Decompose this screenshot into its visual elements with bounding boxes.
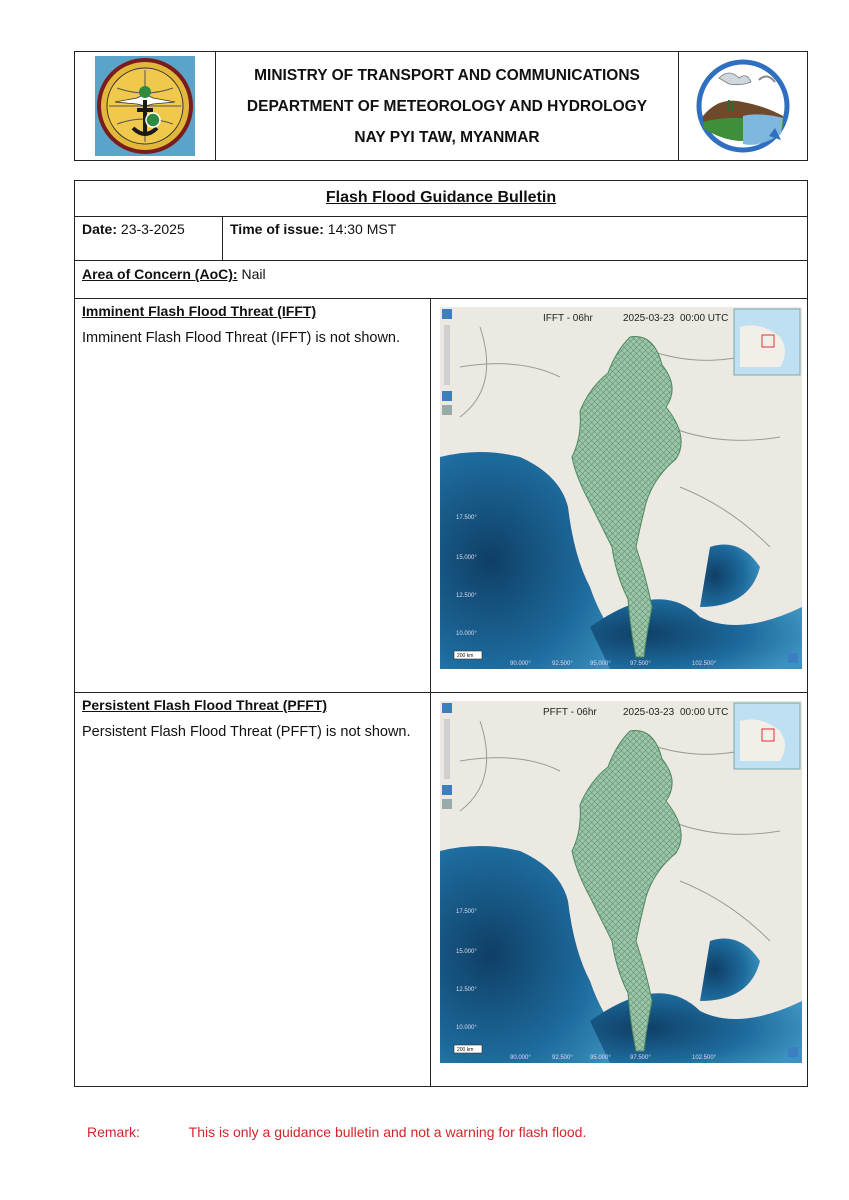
remark-text: This is only a guidance bulletin and not a warning for flash flood. <box>188 1124 587 1140</box>
bulletin-title: Flash Flood Guidance Bulletin <box>325 189 557 206</box>
letterhead <box>74 51 808 161</box>
lon-label: 95.000° <box>590 1055 611 1061</box>
date-cell <box>75 217 223 260</box>
date-value: 23-3-2025 <box>120 221 185 237</box>
lat-label: 12.500° <box>456 987 477 993</box>
ministry-emblem-icon <box>93 54 197 158</box>
lon-label: 97.500° <box>630 1055 651 1061</box>
zoom-in-icon[interactable] <box>442 703 452 713</box>
pfft-section <box>75 693 807 1087</box>
scale-bar-label: 200 km <box>457 653 474 659</box>
lat-label: 15.000° <box>456 555 477 561</box>
aoc-value: Nail <box>241 266 266 282</box>
map-date-label: 2025-03-23 <box>623 313 675 324</box>
map-date-label: 2025-03-23 <box>623 707 675 718</box>
lat-label: 15.000° <box>456 949 477 955</box>
time-label: Time of issue: <box>230 221 324 237</box>
lon-label: 97.500° <box>630 661 651 667</box>
lat-label: 10.000° <box>456 631 477 637</box>
map-product-label: PFFT - 06hr <box>543 707 597 718</box>
scale-bar-label: 200 km <box>457 1047 474 1053</box>
layer-icon[interactable] <box>442 405 452 415</box>
pfft-description: Persistent Flash Flood Threat (PFFT) is not shown. <box>82 724 411 740</box>
ifft-text-cell <box>75 299 431 692</box>
ministry-name: MINISTRY OF TRANSPORT AND COMMUNICATIONS <box>254 66 640 84</box>
lon-label: 95.000° <box>590 661 611 667</box>
map-time-label: 00:00 UTC <box>680 313 729 324</box>
zoom-out-icon[interactable] <box>442 391 452 401</box>
department-logo <box>678 52 807 160</box>
location: NAY PYI TAW, MYANMAR <box>354 128 540 146</box>
lon-label: 90.000° <box>510 1055 531 1061</box>
ifft-description: Imminent Flash Flood Threat (IFFT) is not shown. <box>82 330 401 346</box>
lat-label: 17.500° <box>456 515 477 521</box>
zoom-out-icon[interactable] <box>442 785 452 795</box>
remark <box>87 1124 586 1140</box>
overview-inset[interactable] <box>734 703 800 769</box>
lon-label: 90.000° <box>510 661 531 667</box>
lon-label: 102.500° <box>692 661 717 667</box>
zoom-in-icon[interactable] <box>442 309 452 319</box>
zoom-slider[interactable] <box>444 325 450 385</box>
pfft-heading: Persistent Flash Flood Threat (PFFT) <box>82 697 328 713</box>
ministry-logo <box>75 52 216 160</box>
lon-label: 92.500° <box>552 1055 573 1061</box>
bulletin-title-row <box>75 181 807 217</box>
map-time-label: 00:00 UTC <box>680 707 729 718</box>
lat-label: 10.000° <box>456 1025 477 1031</box>
info-icon[interactable] <box>788 653 798 663</box>
lat-label: 12.500° <box>456 593 477 599</box>
area-of-concern-row <box>75 261 807 299</box>
lat-label: 17.500° <box>456 909 477 915</box>
info-icon[interactable] <box>788 1047 798 1057</box>
layer-icon[interactable] <box>442 799 452 809</box>
time-value: 14:30 MST <box>327 221 397 237</box>
department-name: DEPARTMENT OF METEOROLOGY AND HYDROLOGY <box>246 97 648 115</box>
map-product-label: IFFT - 06hr <box>543 313 593 324</box>
ifft-section <box>75 299 807 693</box>
pfft-map-cell <box>432 693 807 1087</box>
date-label: Date: <box>82 221 118 237</box>
aoc-label: Area of Concern (AoC): <box>82 266 238 282</box>
pfft-map <box>440 701 802 1063</box>
ifft-heading: Imminent Flash Flood Threat (IFFT) <box>82 303 317 319</box>
remark-label: Remark: <box>87 1124 140 1140</box>
letterhead-titles <box>216 52 678 160</box>
ifft-map-cell <box>432 299 807 692</box>
zoom-slider[interactable] <box>444 719 450 779</box>
lon-label: 102.500° <box>692 1055 717 1061</box>
pfft-text-cell <box>75 693 431 1087</box>
hydrology-cycle-icon <box>689 56 797 156</box>
lon-label: 92.500° <box>552 661 573 667</box>
bulletin-table <box>74 180 808 1087</box>
overview-inset[interactable] <box>734 309 800 375</box>
ifft-map <box>440 307 802 669</box>
issue-info-row <box>75 217 807 261</box>
